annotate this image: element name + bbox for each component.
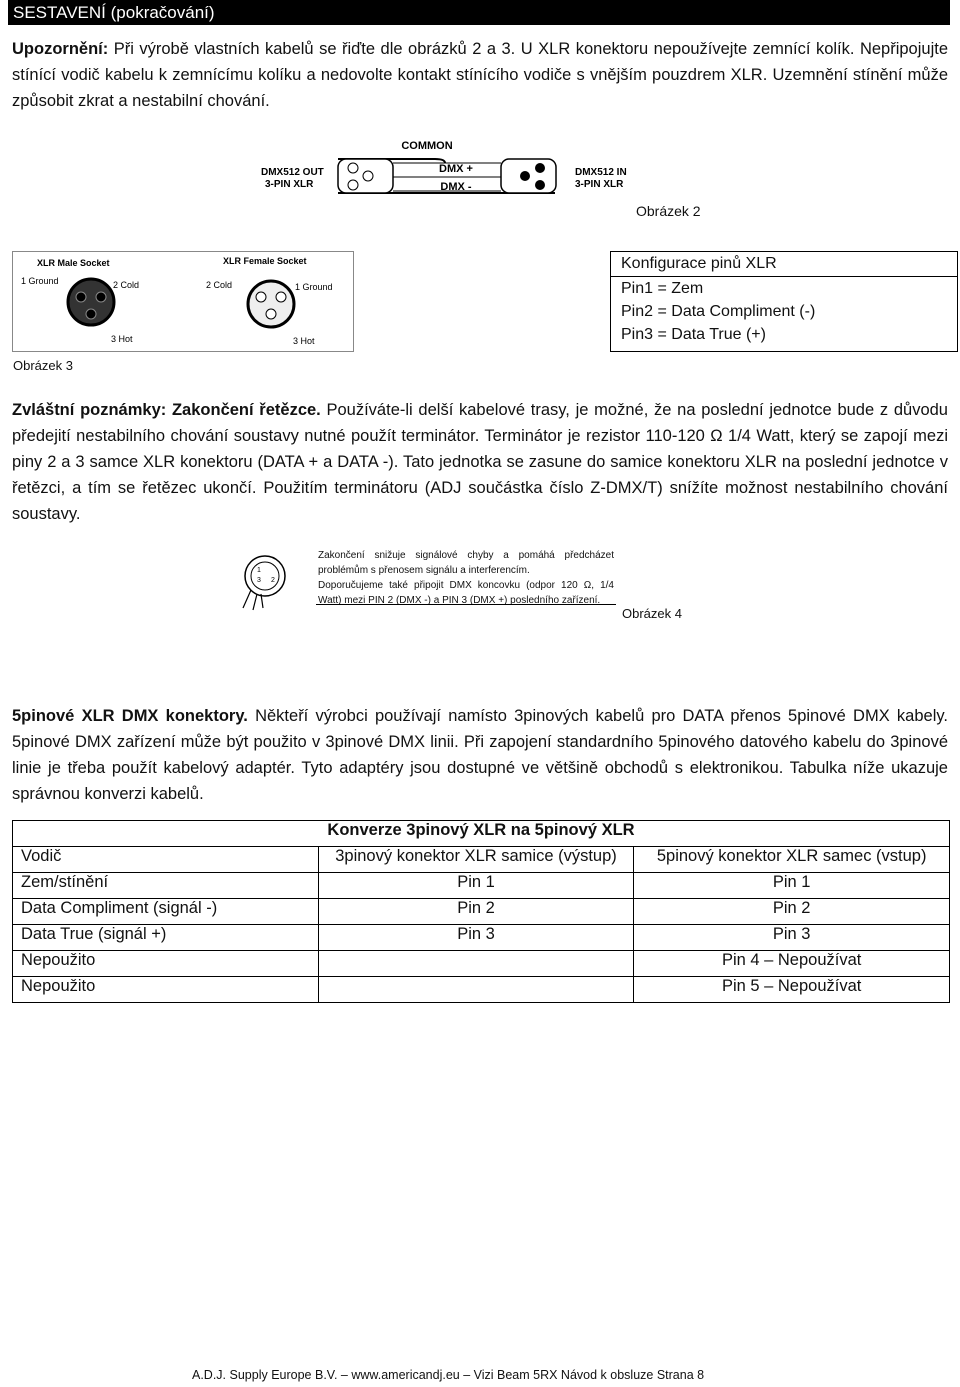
pin-config-line: Pin1 = Zem [621,280,704,297]
male-hot-label: 3 Hot [111,334,133,344]
table-cell: Pin 5 – Nepoužívat [634,977,950,1003]
table-cell: Data True (signál +) [13,925,319,951]
table-header-row [13,847,950,873]
figure4-caption: Obrázek 4 [622,606,682,621]
conversion-table [12,820,950,1003]
table-cell: Pin 1 [318,873,634,899]
table-cell [318,951,634,977]
table-header-cell: 5pinový konektor XLR samec (vstup) [634,847,950,873]
warning-text: Při výrobě vlastních kabelů se řiďte dle obrázků 2 a 3. U XLR konektoru nepoužívejte zemnící kolík. Nepřipojujte stínící vodič kabelu k zemnícímu kolíku a nedovolte kontakt stínícího vodiče s vnějším pouzdrem XLR. Uzemnění stínění může způsobit zkrat a nestabilní chování. [12,40,948,110]
table-cell: Nepoužito [13,977,319,1003]
terminator-icon [235,550,297,612]
out-label-2: 3-PIN XLR [265,179,314,190]
pin-config-line: Pin3 = Data True (+) [621,326,766,343]
five-pin-text: Někteří výrobci používají namísto 3pinových kabelů pro DATA přenos 5pinové DMX kabely. 5pinové DMX zařízení může být použito v 3pinové DMX linii. Při zapojení standardního 5pinového datového kabelu do 3pinové linie je třeba použít kabelový adaptér. Tyto adaptéry jsou dostupné ve většině obchodů s elektronikou. Tabulka níže ukazuje správnou konverzi kabelů. [12,707,948,803]
table-title-row [13,821,950,847]
termination-text: Používáte-li delší kabelové trasy, je možné, že na poslední jednotce bude z důvodu předejití nestabilního chování soustavy nutné použít terminátor. Terminátor je rezistor 110-120 Ω 1/4 Watt, který se zapojí mezi piny 2 a 3 samce XLR konektoru (DATA + a DATA -). Tato jednotka se zasune do samice konektoru XLR na poslední jednotce v řetězci, a tím se řetězec ukončí. Použitím terminátoru (ADJ součástka číslo Z-DMX/T) snížíte možnost nestabilního chování soustavy. [12,401,948,523]
termination-paragraph [12,397,948,527]
warning-label: Upozornění: [12,40,109,58]
svg-text:1: 1 [257,567,261,574]
pin-config-title: Konfigurace pinů XLR [611,252,957,277]
terminator-note-1: Zakončení snižuje signálové chyby a pomáhá předcházet problémům s přenosem signálu a interferencím. [318,550,614,576]
table-cell: Nepoužito [13,951,319,977]
five-pin-paragraph [12,703,948,807]
table-cell: Pin 4 – Nepoužívat [634,951,950,977]
in-label-2: 3-PIN XLR [575,179,624,190]
dmx-cable-diagram [255,135,645,200]
table-cell: Zem/stínění [13,873,319,899]
pin-config-box [610,251,958,352]
terminator-note-underline [316,604,616,605]
common-label: COMMON [401,140,453,152]
section-header: SESTAVENÍ (pokračování) [8,0,950,25]
pin-config-line: Pin2 = Data Compliment (-) [621,303,816,320]
table-row [13,951,950,977]
table-cell: Data Compliment (signál -) [13,899,319,925]
table-header-cell: 3pinový konektor XLR samice (výstup) [318,847,634,873]
termination-label: Zvláštní poznámky: Zakončení řetězce. [12,401,321,419]
table-title: Konverze 3pinový XLR na 5pinový XLR [13,821,950,847]
page-footer: A.D.J. Supply Europe B.V. – www.americandj.eu – Vizi Beam 5RX Návod k obsluze Strana 8 [192,1368,705,1382]
dmx-plus-label: DMX + [439,163,473,175]
table-cell [318,977,634,1003]
male-socket-title: XLR Male Socket [37,258,110,268]
svg-text:3: 3 [257,577,261,584]
terminator-note [318,549,614,608]
male-ground-label: 1 Ground [21,276,59,286]
table-row [13,925,950,951]
terminator-note-2: Doporučujeme také připojit DMX koncovku (odpor 120 Ω, 1/4 Watt) mezi PIN 2 (DMX -) a PIN 3 (DMX +) posledního zařízení. [318,580,614,606]
male-cold-label: 2 Cold [113,280,140,290]
female-hot-label: 3 Hot [293,336,315,346]
table-row [13,873,950,899]
figure3-caption: Obrázek 3 [13,358,73,373]
warning-paragraph [12,36,948,114]
female-socket-title: XLR Female Socket [223,256,307,266]
dmx-minus-label: DMX - [440,181,472,193]
table-cell: Pin 3 [318,925,634,951]
out-label-1: DMX512 OUT [261,167,324,178]
five-pin-label: 5pinové XLR DMX konektory. [12,707,248,725]
table-row [13,899,950,925]
table-cell: Pin 1 [634,873,950,899]
female-cold-label: 2 Cold [206,280,233,290]
svg-text:2: 2 [271,577,275,584]
table-cell: Pin 2 [318,899,634,925]
table-cell: Pin 3 [634,925,950,951]
table-row [13,977,950,1003]
figure2-caption: Obrázek 2 [636,203,701,219]
table-header-cell: Vodič [13,847,319,873]
female-ground-label: 1 Ground [295,282,333,292]
in-label-1: DMX512 IN [575,167,627,178]
table-cell: Pin 2 [634,899,950,925]
xlr-sockets-figure [12,251,354,352]
